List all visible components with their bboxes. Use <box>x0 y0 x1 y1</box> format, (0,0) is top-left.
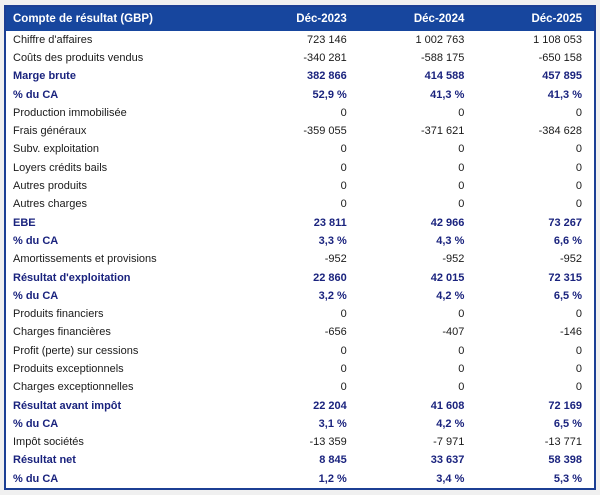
row-value: 0 <box>575 344 582 357</box>
row-value: 33 637 <box>430 454 465 467</box>
row-value: 3,1 % <box>318 417 347 430</box>
row-value: 6,6 % <box>553 234 582 247</box>
column-header-dec-2023: Déc-2023 <box>241 7 359 31</box>
row-value: 3,4 % <box>436 472 465 485</box>
row-value: 0 <box>575 143 582 156</box>
row-label: Profit (perte) sur cessions <box>13 344 139 357</box>
row-value: -340 281 <box>303 51 347 64</box>
row-value: 0 <box>575 308 582 321</box>
row-label: Impôt sociétés <box>13 436 84 449</box>
table-row <box>6 251 594 269</box>
row-label: Subv. exploitation <box>13 143 100 156</box>
row-value: -952 <box>559 253 582 266</box>
row-label: Résultat avant impôt <box>13 399 122 412</box>
table-row <box>6 415 594 433</box>
row-label: % du CA <box>13 472 59 485</box>
column-header-dec-2025: Déc-2025 <box>476 7 594 31</box>
table-row <box>6 196 594 214</box>
row-value: -650 158 <box>538 51 582 64</box>
row-label: % du CA <box>13 88 59 101</box>
row-label: % du CA <box>13 417 59 430</box>
table-row <box>6 324 594 342</box>
row-label: Autres charges <box>13 198 87 211</box>
row-value: 4,2 % <box>436 417 465 430</box>
row-label: Résultat d'exploitation <box>13 271 131 284</box>
row-value: 0 <box>458 143 465 156</box>
row-label: Frais généraux <box>13 125 87 138</box>
table-row <box>6 104 594 122</box>
table-row <box>6 159 594 177</box>
row-label: Amortissements et provisions <box>13 253 157 266</box>
row-value: 0 <box>458 381 465 394</box>
row-value: -407 <box>442 326 465 339</box>
row-value: 457 895 <box>542 70 582 83</box>
row-value: -359 055 <box>303 125 347 138</box>
row-value: 0 <box>458 161 465 174</box>
table-row <box>6 141 594 159</box>
table-row <box>6 214 594 232</box>
row-value: -371 621 <box>420 125 465 138</box>
column-header-dec-2024: Déc-2024 <box>359 7 477 31</box>
table-row <box>6 360 594 378</box>
row-value: 58 398 <box>548 454 582 467</box>
row-value: 0 <box>340 308 347 321</box>
row-value: 0 <box>340 143 347 156</box>
row-value: 0 <box>340 198 347 211</box>
row-value: 0 <box>575 381 582 394</box>
row-value: -7 971 <box>433 436 465 449</box>
row-label: Production immobilisée <box>13 106 127 119</box>
row-value: 41 608 <box>430 399 465 412</box>
row-label: Marge brute <box>13 70 76 83</box>
table-row <box>6 177 594 195</box>
table-row <box>6 379 594 397</box>
row-value: 0 <box>458 106 465 119</box>
row-value: 0 <box>340 106 347 119</box>
row-value: 723 146 <box>307 33 347 46</box>
row-value: 23 811 <box>313 216 347 229</box>
row-value: 0 <box>458 308 465 321</box>
income-statement <box>6 7 594 488</box>
row-value: 3,3 % <box>318 234 347 247</box>
row-label: Charges financières <box>13 326 111 339</box>
row-value: -952 <box>442 253 465 266</box>
row-value: 0 <box>340 344 347 357</box>
row-label: Produits financiers <box>13 308 104 321</box>
row-value: -146 <box>559 326 582 339</box>
row-value: 4,3 % <box>436 234 465 247</box>
row-value: 72 169 <box>548 399 582 412</box>
row-value: 1,2 % <box>318 472 347 485</box>
table-row <box>6 287 594 305</box>
table-row <box>6 434 594 452</box>
row-value: 41,3 % <box>430 88 465 101</box>
row-value: 22 204 <box>313 399 347 412</box>
row-value: 1 002 763 <box>415 33 465 46</box>
row-label: % du CA <box>13 234 59 247</box>
row-value: -588 175 <box>420 51 465 64</box>
row-value: 72 315 <box>548 271 582 284</box>
table-row <box>6 31 594 49</box>
table-header-row <box>6 7 594 31</box>
row-value: 414 588 <box>424 70 465 83</box>
row-value: 41,3 % <box>547 88 582 101</box>
table-row <box>6 49 594 67</box>
row-value: 0 <box>575 180 582 193</box>
row-value: 73 267 <box>548 216 582 229</box>
row-value: -384 628 <box>538 125 582 138</box>
row-value: 42 015 <box>430 271 465 284</box>
row-value: 382 866 <box>307 70 347 83</box>
row-label: Coûts des produits vendus <box>13 51 144 64</box>
row-value: 6,5 % <box>553 289 582 302</box>
row-value: 22 860 <box>313 271 347 284</box>
row-value: 5,3 % <box>553 472 582 485</box>
row-value: -656 <box>324 326 347 339</box>
row-value: 0 <box>458 344 465 357</box>
row-value: 6,5 % <box>553 417 582 430</box>
row-value: 0 <box>575 198 582 211</box>
table-row <box>6 470 594 488</box>
row-label: Chiffre d'affaires <box>13 33 93 46</box>
table-row <box>6 305 594 323</box>
row-label: Loyers crédits bails <box>13 161 108 174</box>
row-value: 0 <box>575 106 582 119</box>
row-label: Charges exceptionnelles <box>13 381 134 394</box>
row-value: 0 <box>458 180 465 193</box>
row-value: -13 771 <box>544 436 582 449</box>
row-value: 0 <box>340 381 347 394</box>
table-row <box>6 122 594 140</box>
row-value: 0 <box>458 198 465 211</box>
row-value: 0 <box>340 161 347 174</box>
row-value: 1 108 053 <box>533 33 582 46</box>
table-title: Compte de résultat (GBP) <box>6 7 241 31</box>
table-row <box>6 86 594 104</box>
row-value: -952 <box>324 253 347 266</box>
row-value: 4,2 % <box>436 289 465 302</box>
row-label: Produits exceptionnels <box>13 362 124 375</box>
table-row <box>6 397 594 415</box>
row-value: -13 359 <box>309 436 347 449</box>
row-label: % du CA <box>13 289 59 302</box>
table-row <box>6 232 594 250</box>
row-value: 0 <box>575 362 582 375</box>
income-statement-table <box>4 5 596 490</box>
row-value: 3,2 % <box>318 289 347 302</box>
row-value: 8 845 <box>319 454 347 467</box>
row-label: Autres produits <box>13 180 87 193</box>
row-value: 52,9 % <box>312 88 347 101</box>
row-label: EBE <box>13 216 36 229</box>
table-row <box>6 68 594 86</box>
table-row <box>6 269 594 287</box>
row-label: Résultat net <box>13 454 76 467</box>
row-value: 42 966 <box>430 216 465 229</box>
table-row <box>6 452 594 470</box>
row-value: 0 <box>575 161 582 174</box>
row-value: 0 <box>340 362 347 375</box>
table-row <box>6 342 594 360</box>
row-value: 0 <box>340 180 347 193</box>
row-value: 0 <box>458 362 465 375</box>
